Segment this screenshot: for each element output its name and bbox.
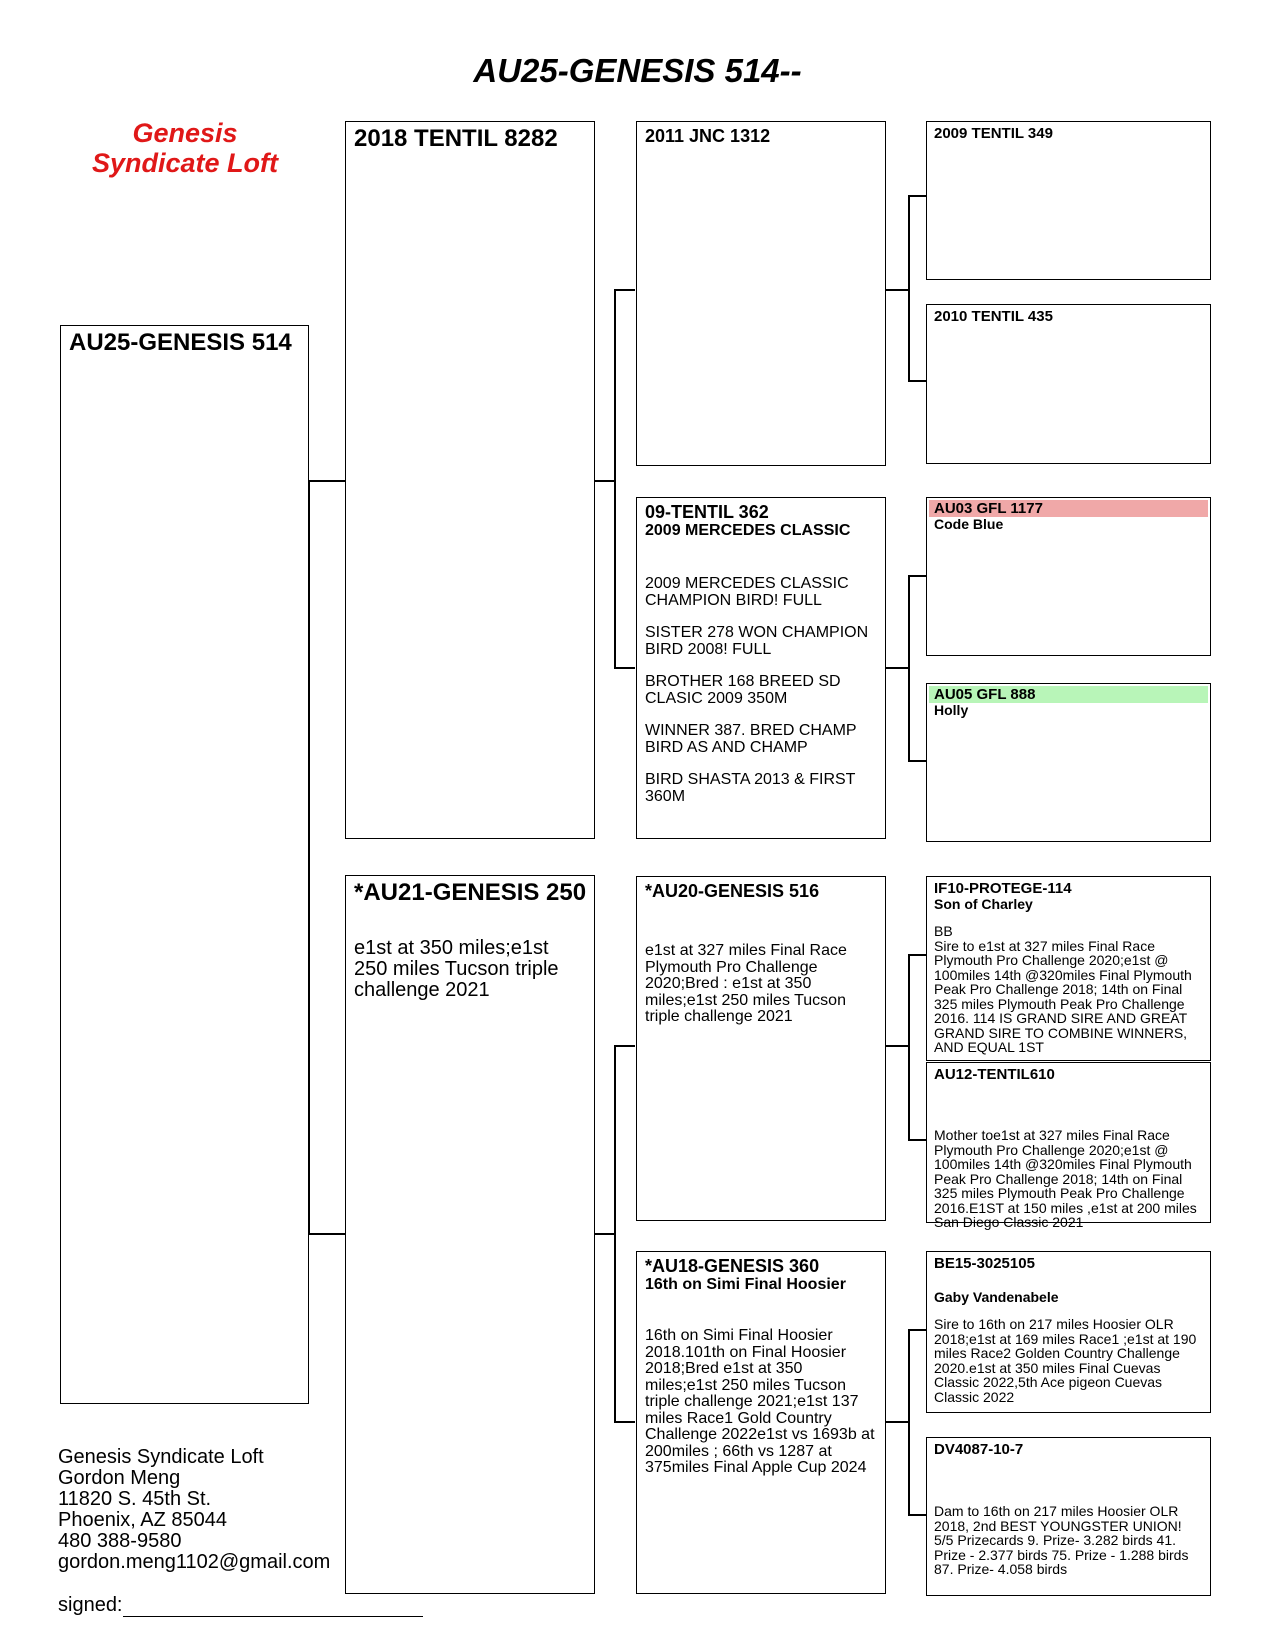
owner-address: [58, 1447, 330, 1573]
loft-name-line-1: Genesis: [132, 118, 238, 148]
sss-card: [926, 121, 1211, 280]
page-title: AU25-GENESIS 514--: [473, 52, 802, 89]
sds-card: [926, 497, 1211, 656]
dam-dam-notes: 16th on Simi Final Hoosier 2018.101th on Final Hoosier 2018;Bred e1st at 350 miles;e1st 250 miles Tucson triple challenge 2021;e1st 137 miles Race1 Gold Country Challenge 2022e1st vs 1693b at 200miles ; 66th vs 1287 at 375miles Final Apple Cup 2024: [645, 1327, 875, 1476]
ddd-card: [926, 1437, 1211, 1596]
sdd-name: Holly: [934, 702, 969, 718]
dsd-card: [926, 1062, 1211, 1230]
dds-card: [926, 1251, 1211, 1413]
dam-notes: e1st at 350 miles;e1st 250 miles Tucson triple challenge 2021: [354, 937, 559, 1001]
address-line: Genesis Syndicate Loft: [58, 1446, 264, 1468]
address-line: Phoenix, AZ 85044: [58, 1509, 228, 1531]
dam-dam-card: [636, 1251, 886, 1594]
dam-sire-card: [636, 876, 886, 1221]
dss-name: Son of Charley: [934, 896, 1033, 912]
loft-name-line-2: Syndicate Loft: [91, 148, 279, 178]
sire-sire-card: [636, 121, 886, 466]
ddd-band: DV4087-10-7: [934, 1441, 1024, 1458]
loft-name: [60, 118, 310, 178]
sire-band: 2018 TENTIL 8282: [354, 125, 558, 152]
dds-name: Gaby Vandenabele: [934, 1289, 1059, 1305]
sire-dam-subtitle: 2009 MERCEDES CLASSIC: [645, 522, 851, 539]
note-line: BIRD SHASTA 2013 & FIRST 360M: [645, 771, 856, 805]
dds-band: BE15-3025105: [934, 1255, 1035, 1272]
signature-line: [58, 1594, 423, 1617]
note-line: SISTER 278 WON CHAMPION BIRD 2008! FULL: [645, 624, 869, 658]
sdd-highlight: [929, 686, 1208, 703]
signed-label: signed:: [58, 1594, 123, 1616]
dam-dam-band: *AU18-GENESIS 360: [645, 1256, 820, 1276]
ssd-card: [926, 304, 1211, 464]
dam-band: *AU21-GENESIS 250: [354, 879, 587, 906]
subject-band: AU25-GENESIS 514: [69, 329, 292, 356]
dam-sire-notes: e1st at 327 miles Final Race Plymouth Pro Challenge 2020;Bred : e1st at 350 miles;e1st 250 miles Tucson triple challenge 2021: [645, 942, 847, 1025]
sdd-band: AU05 GFL 888: [934, 686, 1036, 703]
dss-band: IF10-PROTEGE-114: [934, 880, 1072, 897]
address-line: 480 388-9580: [58, 1530, 182, 1552]
sire-sire-band: 2011 JNC 1312: [645, 126, 771, 146]
dam-sire-band: *AU20-GENESIS 516: [645, 881, 820, 901]
dam-dam-subtitle: 16th on Simi Final Hoosier: [645, 1276, 846, 1293]
sire-dam-card: [636, 497, 886, 839]
dsd-notes: Mother toe1st at 327 miles Final Race Plymouth Pro Challenge 2020;e1st @ 100miles 14th @320miles Final Plymouth Peak Pro Challenge 2018; 14th on Final 325 miles Plymouth Peak Pro Challenge 2016.E1ST at 150 miles ,e1st at 200 miles San Diego Classic 2021: [934, 1127, 1197, 1230]
sire-card: [345, 121, 595, 839]
address-line: 11820 S. 45th St.: [58, 1488, 212, 1510]
sds-highlight: [929, 500, 1208, 517]
signature-rule: [123, 1598, 423, 1617]
ddd-notes: Dam to 16th on 217 miles Hoosier OLR 2018, 2nd BEST YOUNGSTER UNION! 5/5 Prizecards 9. Prize- 3.282 birds 41. Prize - 2.377 birds 75. Prize - 1.288 birds 87. Prize- 4.058 birds: [934, 1503, 1189, 1577]
dds-notes: Sire to 16th on 217 miles Hoosier OLR 2018;e1st at 169 miles Race1 ;e1st at 190 miles Race2 Golden Country Challenge 2020.e1st at 350 miles Final Cuevas Classic 2022,5th Ace pigeon Cuevas Classic 2022: [934, 1316, 1197, 1405]
dss-card: [926, 876, 1211, 1061]
sds-band: AU03 GFL 1177: [934, 500, 1043, 517]
note-line: 2009 MERCEDES CLASSIC CHAMPION BIRD! FULL: [645, 575, 849, 609]
sire-dam-band: 09-TENTIL 362: [645, 502, 769, 522]
sire-dam-notes: [645, 576, 877, 805]
subject-bird-card: [60, 325, 309, 1404]
note-line: WINNER 387. BRED CHAMP BIRD AS AND CHAMP: [645, 722, 857, 756]
sds-name: Code Blue: [934, 516, 1004, 532]
sdd-card: [926, 683, 1211, 842]
ssd-band: 2010 TENTIL 435: [934, 308, 1053, 325]
sss-band: 2009 TENTIL 349: [934, 125, 1053, 142]
dam-card: [345, 875, 595, 1594]
address-line: gordon.meng1102@gmail.com: [58, 1551, 331, 1573]
dsd-band: AU12-TENTIL610: [934, 1066, 1055, 1083]
note-line: BROTHER 168 BREED SD CLASIC 2009 350M: [645, 673, 841, 707]
dss-notes: BB Sire to e1st at 327 miles Final Race Plymouth Pro Challenge 2020;e1st @ 100miles 14th @320miles Final Plymouth Peak Pro Challenge 2018; 14th on Final 325 miles Plymouth Peak Pro Challenge 2016. 114 IS GRAND SIRE AND GREAT GRAND SIRE TO COMBINE WINNERS, AND EQUAL 1ST: [934, 923, 1192, 1055]
address-line: Gordon Meng: [58, 1467, 181, 1489]
